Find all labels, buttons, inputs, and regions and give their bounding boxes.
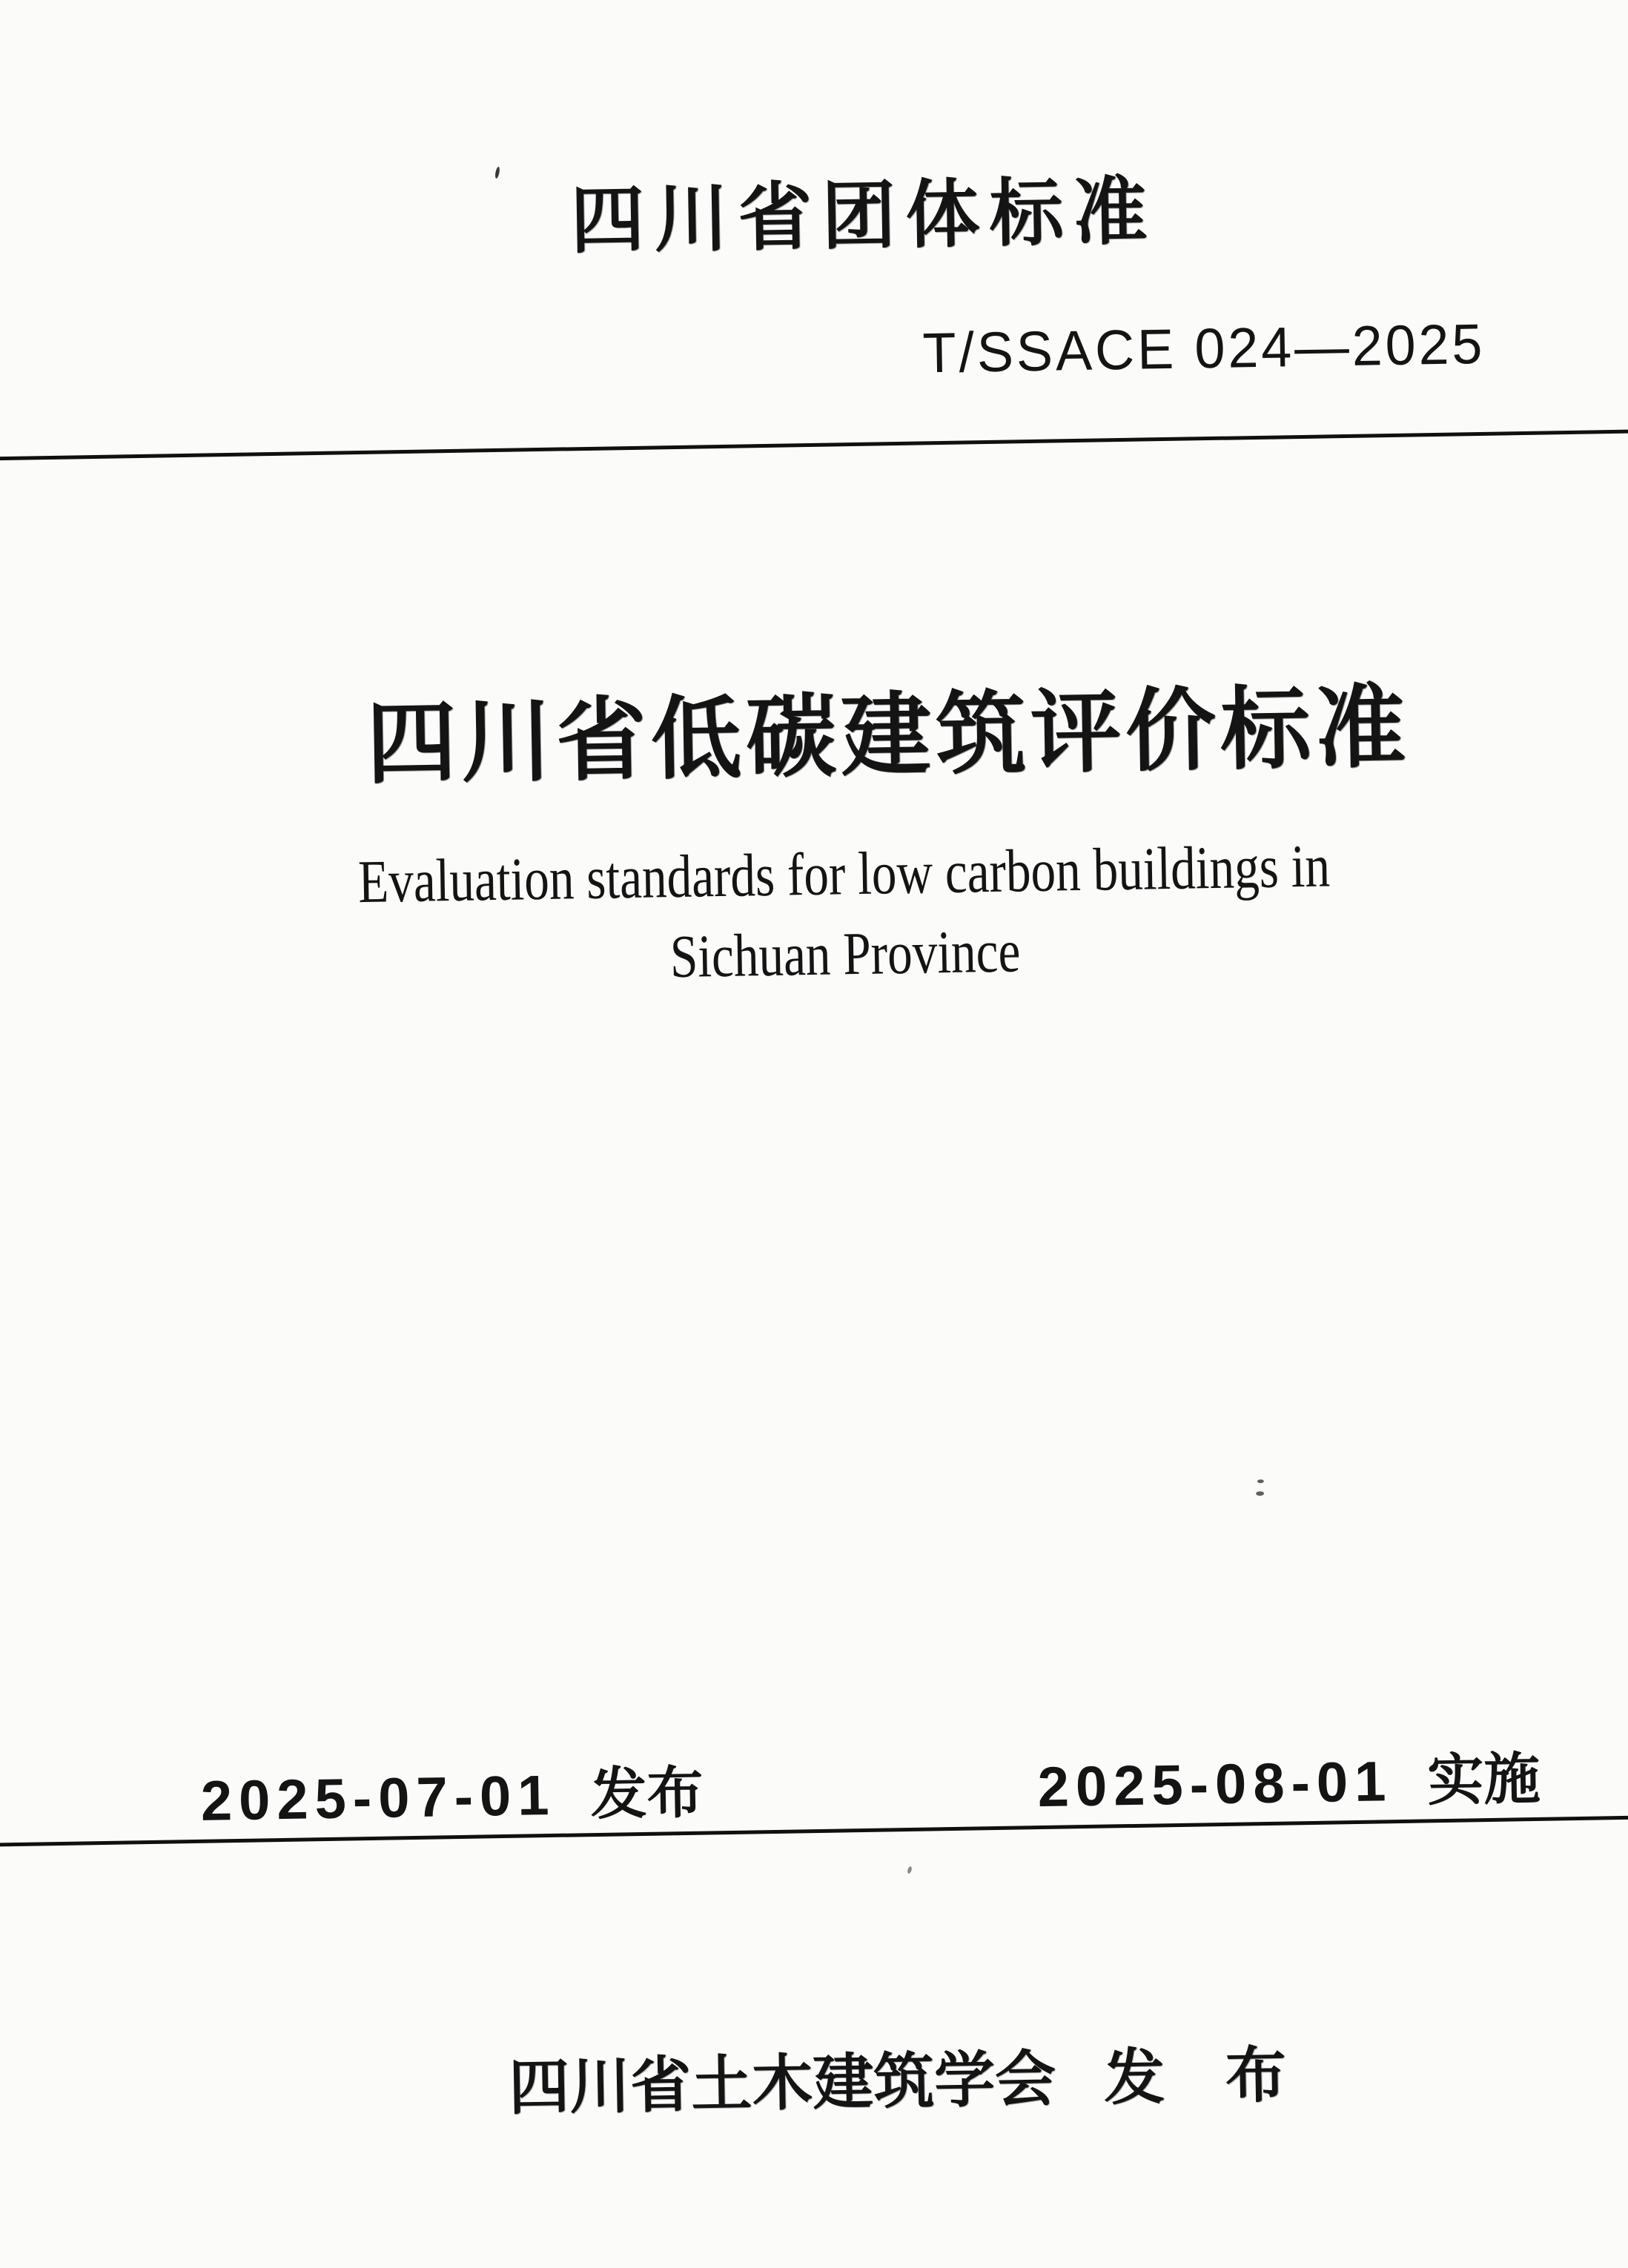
scan-speck — [907, 1866, 913, 1874]
publish-date: 2025-07-01 — [200, 1763, 557, 1833]
standard-type-heading: 四川省团体标准 — [569, 170, 1158, 263]
scan-speck — [494, 167, 500, 179]
publisher-name: 四川省土木建筑学会 — [508, 2045, 1056, 2122]
scan-speck — [1256, 1491, 1264, 1496]
english-title-line1-text: Evaluation standards for low carbon buildings in — [357, 832, 1331, 916]
page-title-english — [29, 820, 1628, 1007]
page-title: 四川省低碳建筑评价标准 — [365, 677, 1412, 795]
scan-speck — [1257, 1479, 1264, 1483]
english-title-line2-text: Sichuan Province — [669, 917, 1021, 991]
publish-action: 发 布 — [1103, 2041, 1287, 2112]
standard-code: T/SSACE 024—2025 — [921, 312, 1486, 385]
implement-date-row — [1037, 1734, 1541, 1823]
publish-date-row — [200, 1748, 704, 1837]
publisher-line — [508, 2027, 1287, 2126]
implement-label: 实施 — [1426, 1747, 1541, 1813]
publish-label: 发布 — [589, 1761, 704, 1827]
implement-date: 2025-08-01 — [1036, 1750, 1394, 1820]
top-divider — [0, 430, 1628, 461]
